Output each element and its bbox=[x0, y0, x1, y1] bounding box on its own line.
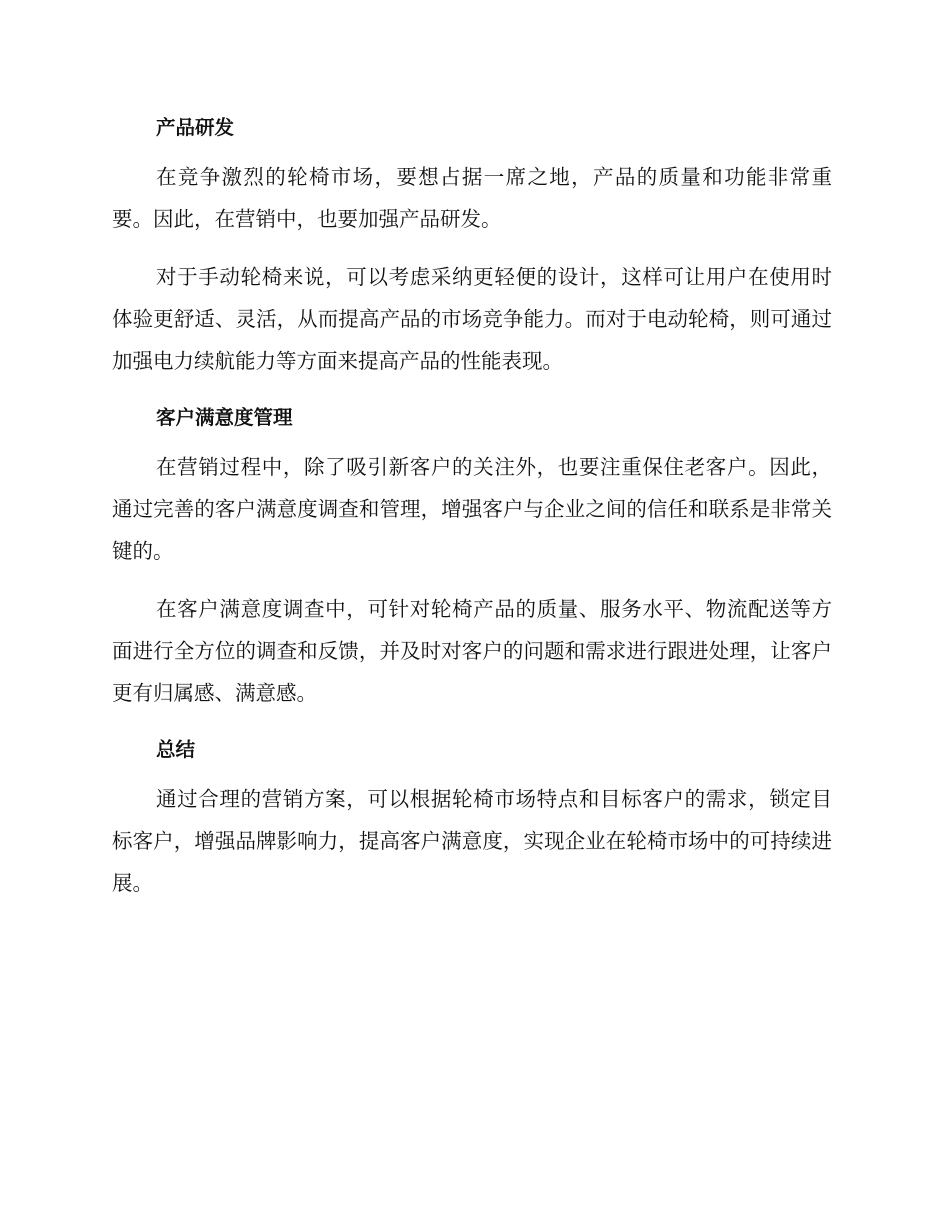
section-heading: 客户满意度管理 bbox=[156, 406, 293, 429]
paragraph: 在客户满意度调查中，可针对轮椅产品的质量、服务水平、物流配送等方面进行全方位的调查和反馈，并及时对客户的问题和需求进行跟进处理，让客户更有归属感、满意感。 bbox=[112, 597, 832, 705]
paragraph: 对于手动轮椅来说，可以考虑采纳更轻便的设计，这样可让用户在使用时体验更舒适、灵活，从而提高产品的市场竞争能力。而对于电动轮椅，则可通过加强电力续航能力等方面来提高产品的性能表现。 bbox=[112, 265, 832, 373]
section-product-development bbox=[112, 108, 832, 382]
paragraph: 在营销过程中，除了吸引新客户的关注外，也要注重保住老客户。因此，通过完善的客户满意度调查和管理，增强客户与企业之间的信任和联系是非常关键的。 bbox=[112, 455, 832, 563]
section-summary bbox=[112, 730, 832, 904]
paragraph: 在竞争激烈的轮椅市场，要想占据一席之地，产品的质量和功能非常重要。因此，在营销中，也要加强产品研发。 bbox=[112, 165, 832, 231]
document-body bbox=[112, 108, 832, 920]
section-customer-satisfaction bbox=[112, 398, 832, 714]
section-heading: 产品研发 bbox=[156, 116, 235, 139]
section-heading: 总结 bbox=[156, 738, 196, 761]
paragraph: 通过合理的营销方案，可以根据轮椅市场特点和目标客户的需求，锁定目标客户，增强品牌影响力，提高客户满意度，实现企业在轮椅市场中的可持续进展。 bbox=[112, 787, 832, 895]
